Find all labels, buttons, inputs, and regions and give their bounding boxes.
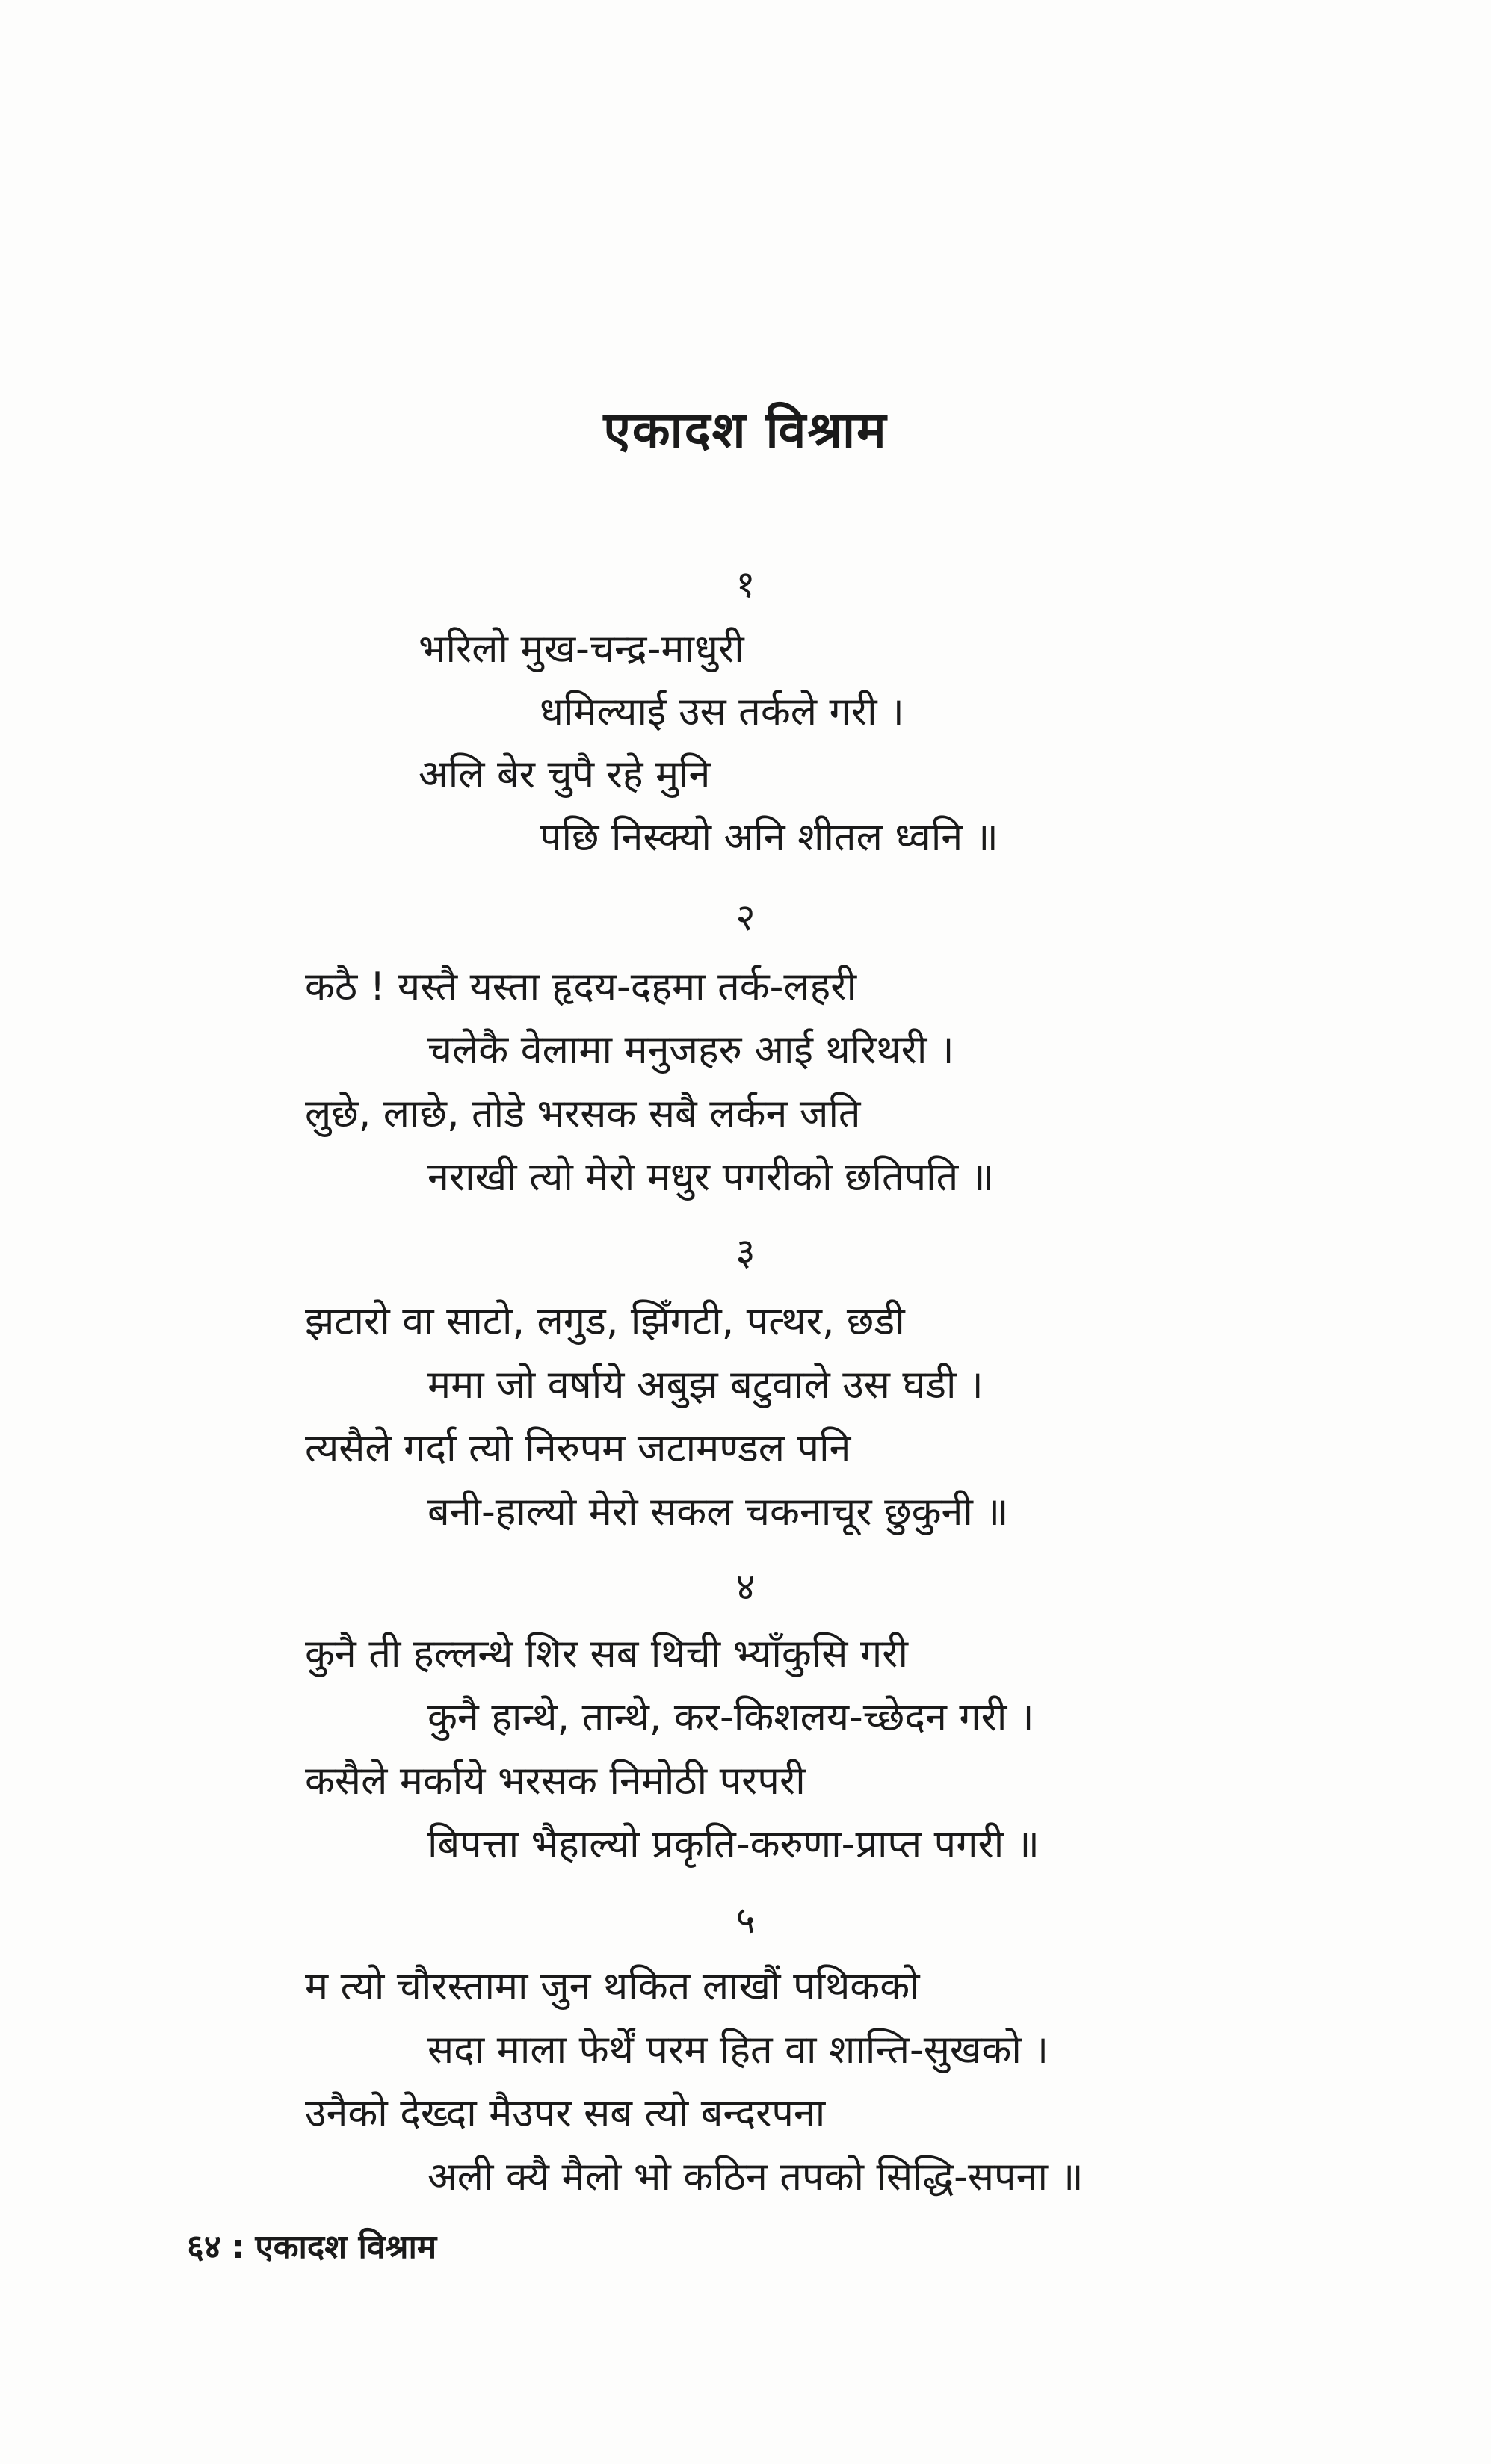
verse-line: धमिल्याई उस तर्कले गरी । xyxy=(540,690,904,734)
verse-line: अलि बेर चुपै रहे मुनि xyxy=(419,752,711,797)
verse-line: बनी-हाल्यो मेरो सकल चकनाचूर छुकुनी ॥ xyxy=(427,1490,1009,1535)
footer-chapter-title: एकादश विश्राम xyxy=(255,2228,437,2266)
verse-line: सदा माला फेर्थें परम हित वा शान्ति-सुखको । xyxy=(427,2028,1049,2073)
verse-line: ममा जो वर्षाये अबुझ बटुवाले उस घडी । xyxy=(427,1363,984,1408)
stanza-number: १ xyxy=(735,563,756,606)
verse-line: अली क्यै मैलो भो कठिन तपको सिद्धि-सपना ॥ xyxy=(427,2155,1084,2200)
stanza-number: २ xyxy=(735,896,756,939)
verse-line: कुनै हान्थे, तान्थे, कर-किशलय-च्छेदन गरी । xyxy=(427,1695,1034,1740)
stanza-number: ३ xyxy=(735,1231,756,1274)
verse-line: कुनै ती हल्लन्थे शिर सब थिची भ्याँकुसि गरी xyxy=(305,1632,908,1677)
verse-line: उनैको देख्दा मैउपर सब त्यो बन्दरपना xyxy=(305,2091,826,2136)
verse-line: पछि निस्क्यो अनि शीतल ध्वनि ॥ xyxy=(540,815,998,860)
verse-line: भरिलो मुख-चन्द्र-माधुरी xyxy=(419,627,744,672)
verse-line: झटारो वा साटो, लगुड, झिँगटी, पत्थर, छडी xyxy=(305,1299,905,1344)
verse-line: त्यसैले गर्दा त्यो निरुपम जटामण्डल पनि xyxy=(305,1426,851,1471)
verse-line: कसैले मर्काये भरसक निमोठी परपरी xyxy=(305,1759,806,1804)
footer-separator: : xyxy=(231,2228,245,2266)
page-number: ६४ xyxy=(187,2228,221,2266)
verse-line: म त्यो चौरस्तामा जुन थकित लाखौं पथिकको xyxy=(305,1964,920,2009)
chapter-title: एकादश विश्राम xyxy=(603,401,888,459)
verse-line: चलेकै वेलामा मनुजहरु आई थरिथरी । xyxy=(427,1028,954,1073)
verse-line: कठै ! यस्तै यस्ता हृदय-दहमा तर्क-लहरी xyxy=(305,965,857,1009)
verse-line: लुछे, लाछे, तोडे भरसक सबै लर्कन जति xyxy=(305,1092,861,1136)
page-footer xyxy=(187,2223,436,2268)
verse-line: बिपत्ता भैहाल्यो प्रकृति-करुणा-प्राप्त पगरी ॥ xyxy=(427,1822,1040,1867)
stanza-number: ५ xyxy=(735,1898,756,1942)
verse-line: नराखी त्यो मेरो मधुर पगरीको छतिपति ॥ xyxy=(427,1155,994,1200)
stanza-number: ४ xyxy=(735,1565,756,1609)
